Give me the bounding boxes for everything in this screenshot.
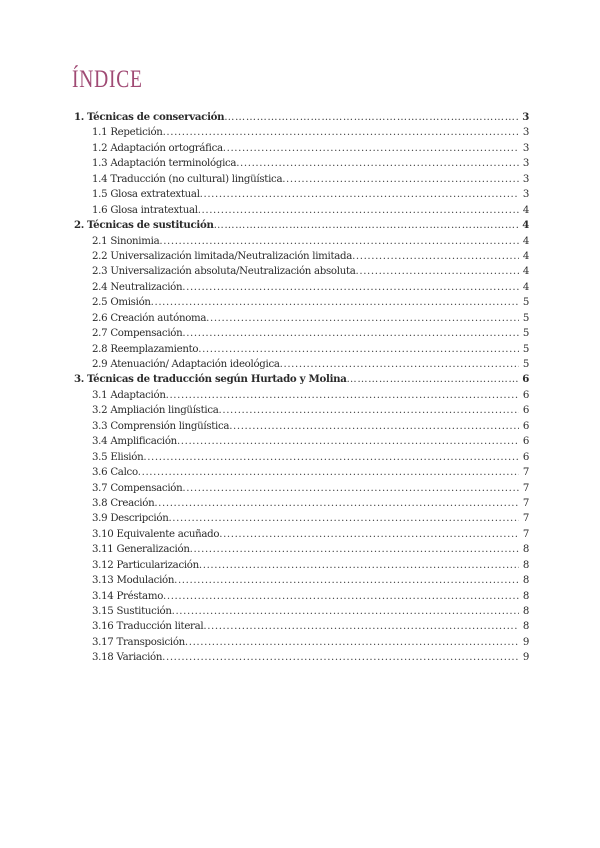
toc-subsection-entry[interactable] (0, 419, 600, 434)
toc-entry-label (92, 419, 229, 434)
dot-leader (347, 372, 519, 387)
toc-subsection-entry[interactable] (0, 650, 600, 665)
toc-page-number: 7 (522, 497, 529, 509)
dot-leader (182, 280, 519, 295)
toc-page-number: 4 (522, 266, 529, 278)
toc-entry-label (92, 357, 280, 372)
dot-leader (138, 465, 519, 480)
dot-leader (280, 357, 519, 372)
dot-leader (229, 419, 519, 434)
toc-entry-number: 2.1 (92, 235, 108, 247)
toc-entry-number: 3.8 (92, 497, 108, 509)
toc-page-number: 7 (522, 513, 529, 525)
toc-entry-text: Técnicas de conservación (87, 111, 225, 123)
toc-entry-label (92, 434, 177, 449)
toc-subsection-entry[interactable] (0, 203, 600, 218)
toc-page-number: 7 (522, 482, 529, 494)
dot-leader (182, 481, 519, 496)
dot-leader (198, 342, 519, 357)
toc-entry-text: Préstamo (116, 590, 164, 602)
dot-leader (198, 203, 519, 218)
toc-entry-number: 2.9 (92, 359, 108, 370)
toc-entry-label (92, 589, 163, 604)
dot-leader (190, 542, 519, 557)
table-of-contents (0, 110, 600, 666)
dot-leader (203, 619, 519, 634)
dot-leader (143, 450, 519, 465)
toc-entry-text: Calco (110, 467, 138, 479)
toc-subsection-entry[interactable] (0, 542, 600, 557)
toc-entry-text: Compensación (110, 482, 183, 494)
toc-page-number: 4 (522, 281, 529, 293)
toc-entry-text: Transposición (116, 636, 185, 648)
toc-entry-label (92, 527, 219, 542)
toc-section-heading[interactable] (0, 218, 600, 233)
dot-leader (219, 527, 519, 542)
toc-subsection-entry[interactable] (0, 249, 600, 264)
toc-entry-text: Repetición (110, 127, 163, 139)
toc-entry-label (92, 141, 223, 156)
toc-entry-text: Técnicas de sustitución (87, 219, 214, 232)
toc-entry-number: 1.1 (92, 127, 108, 139)
toc-entry-label (92, 635, 185, 650)
toc-entry-label (92, 573, 174, 588)
toc-entry-label (74, 218, 214, 233)
toc-subsection-entry[interactable] (0, 280, 600, 295)
toc-subsection-entry[interactable] (0, 141, 600, 156)
toc-page-number: 8 (522, 621, 529, 633)
toc-entry-label (92, 450, 143, 465)
toc-page-number: 5 (522, 343, 529, 355)
toc-page-number: 7 (522, 528, 529, 540)
toc-subsection-entry[interactable] (0, 187, 600, 202)
toc-entry-label (92, 619, 203, 634)
dot-leader (163, 125, 519, 140)
toc-entry-text: Ampliación lingüística (110, 405, 219, 417)
toc-entry-text: Traducción (no cultural) lingüística (110, 173, 283, 185)
toc-entry-number: 3.12 (92, 559, 114, 571)
toc-page-number: 6 (522, 389, 529, 401)
dot-leader (223, 141, 519, 156)
toc-entry-label (92, 249, 352, 264)
toc-entry-number: 2.3 (92, 266, 108, 278)
dot-leader (159, 234, 519, 249)
toc-entry-label (74, 110, 224, 125)
toc-entry-text: Elisión (110, 451, 144, 463)
dot-leader (162, 650, 519, 665)
toc-entry-number: 2.2 (92, 250, 108, 262)
toc-entry-text: Sustitución (116, 606, 172, 617)
toc-entry-text: Universalización limitada/Neutralización limitada (110, 250, 353, 262)
toc-page-number: 3 (522, 142, 529, 154)
toc-page-number: 9 (522, 652, 529, 664)
toc-entry-number: 3.2 (92, 405, 108, 417)
dot-leader (200, 187, 519, 202)
toc-entry-text: Amplificación (110, 436, 177, 448)
toc-entry-label (92, 388, 166, 403)
toc-section-heading[interactable] (0, 372, 600, 387)
toc-page-number: 4 (522, 235, 529, 247)
toc-subsection-entry[interactable] (0, 450, 600, 465)
toc-page-number: 3 (522, 189, 529, 201)
toc-page-number: 3 (522, 111, 529, 123)
toc-entry-label (92, 604, 172, 619)
toc-entry-number: 3.5 (92, 451, 108, 463)
toc-page-number: 3 (522, 158, 529, 170)
toc-entry-label (92, 511, 168, 526)
toc-entry-number: 3.7 (92, 482, 108, 494)
toc-entry-label (92, 465, 138, 480)
toc-entry-text: Traducción literal (116, 621, 204, 633)
dot-leader (352, 249, 519, 264)
dot-leader (182, 326, 519, 341)
toc-entry-text: Compensación (110, 328, 183, 340)
dot-leader (224, 110, 519, 125)
toc-entry-text: Atenuación/ Adaptación ideológica (110, 359, 280, 370)
toc-subsection-entry[interactable] (0, 604, 600, 619)
toc-subsection-entry[interactable] (0, 573, 600, 588)
toc-entry-label (92, 403, 219, 418)
toc-entry-number: 2.7 (92, 328, 108, 340)
toc-entry-number: 1.4 (92, 173, 108, 185)
dot-leader (166, 388, 519, 403)
dot-leader (151, 295, 519, 310)
toc-entry-label (92, 187, 200, 202)
toc-entry-text: Particularización (116, 559, 199, 571)
toc-subsection-entry[interactable] (0, 635, 600, 650)
toc-entry-number: 2.6 (92, 312, 108, 324)
toc-subsection-entry[interactable] (0, 357, 600, 372)
toc-entry-number: 3.15 (92, 606, 114, 617)
toc-page-number: 8 (522, 559, 529, 571)
dot-leader (356, 264, 519, 279)
toc-page-number: 8 (522, 575, 529, 587)
toc-entry-label (92, 156, 236, 171)
toc-entry-text: Universalización absoluta/Neutralización absoluta (110, 266, 356, 278)
toc-subsection-entry[interactable] (0, 619, 600, 634)
toc-entry-label (92, 234, 159, 249)
toc-entry-text: Creación autónoma (110, 312, 207, 324)
dot-leader (199, 558, 519, 573)
toc-entry-text: Comprensión lingüística (110, 420, 230, 432)
toc-entry-number: 1.3 (92, 158, 108, 170)
toc-page-number: 7 (522, 467, 529, 479)
toc-page-number: 6 (522, 451, 529, 463)
toc-entry-label (92, 172, 282, 187)
toc-entry-text: Glosa intratextual (110, 204, 198, 216)
toc-entry-number: 3.11 (92, 544, 114, 556)
toc-subsection-entry[interactable] (0, 527, 600, 542)
dot-leader (177, 434, 519, 449)
toc-subsection-entry[interactable] (0, 326, 600, 341)
dot-leader (214, 218, 519, 233)
toc-entry-text: Equivalente acuñado (116, 528, 220, 540)
toc-entry-text: Adaptación terminológica (110, 158, 237, 170)
toc-entry-label (74, 372, 347, 387)
toc-entry-label (92, 650, 162, 665)
toc-subsection-entry[interactable] (0, 511, 600, 526)
toc-entry-number: 3.17 (92, 636, 114, 648)
dot-leader (172, 604, 519, 619)
toc-subsection-entry[interactable] (0, 234, 600, 249)
toc-entry-text: Adaptación (110, 389, 166, 401)
toc-entry-text: Neutralización (110, 281, 183, 293)
toc-entry-number: 3.18 (92, 652, 114, 664)
toc-entry-text: Creación (110, 497, 155, 509)
toc-page-number: 4 (522, 219, 529, 232)
dot-leader (219, 403, 519, 418)
toc-entry-number: 1.2 (92, 142, 108, 154)
toc-entry-text: Glosa extratextual (110, 189, 200, 201)
toc-entry-label (92, 264, 356, 279)
dot-leader (282, 172, 519, 187)
toc-page-number: 5 (522, 328, 529, 340)
toc-entry-label (92, 125, 163, 140)
toc-page-number: 5 (522, 297, 529, 309)
toc-entry-number: 3. (74, 373, 85, 386)
toc-entry-label (92, 542, 190, 557)
toc-subsection-entry[interactable] (0, 125, 600, 140)
toc-entry-text: Descripción (110, 513, 169, 525)
dot-leader (163, 589, 519, 604)
toc-page-number: 9 (522, 636, 529, 648)
toc-entry-number: 3.6 (92, 467, 108, 479)
toc-page-number: 5 (522, 312, 529, 324)
toc-entry-text: Variación (116, 652, 163, 664)
toc-entry-number: 3.3 (92, 420, 108, 432)
toc-entry-text: Modulación (116, 575, 175, 587)
toc-entry-text: Técnicas de traducción según Hurtado y Molina (87, 373, 347, 386)
toc-entry-text: Sinonimia (110, 235, 160, 247)
toc-subsection-entry[interactable] (0, 264, 600, 279)
toc-page-number: 4 (522, 204, 529, 216)
page-title: ÍNDICE (72, 66, 143, 93)
toc-subsection-entry[interactable] (0, 589, 600, 604)
toc-section-heading[interactable] (0, 110, 600, 125)
toc-page-number: 6 (522, 405, 529, 417)
toc-subsection-entry[interactable] (0, 311, 600, 326)
toc-page-number: 3 (522, 127, 529, 139)
toc-page-number: 5 (522, 359, 529, 370)
toc-entry-number: 2.5 (92, 297, 108, 309)
toc-page-number: 6 (522, 373, 529, 386)
toc-page-number: 6 (522, 436, 529, 448)
dot-leader (168, 511, 519, 526)
toc-subsection-entry[interactable] (0, 156, 600, 171)
toc-entry-text: Adaptación ortográfica (110, 142, 223, 154)
toc-entry-label (92, 203, 198, 218)
toc-page-number: 6 (522, 420, 529, 432)
toc-entry-number: 1.6 (92, 204, 108, 216)
dot-leader (206, 311, 519, 326)
toc-entry-number: 2.4 (92, 281, 108, 293)
toc-subsection-entry[interactable] (0, 342, 600, 357)
toc-entry-number: 2.8 (92, 343, 108, 355)
toc-subsection-entry[interactable] (0, 295, 600, 310)
dot-leader (174, 573, 519, 588)
toc-entry-label (92, 311, 206, 326)
toc-entry-number: 2. (74, 219, 85, 232)
toc-entry-label (92, 326, 182, 341)
toc-entry-text: Omisión (110, 297, 151, 309)
toc-entry-number: 3.4 (92, 436, 108, 448)
dot-leader (236, 156, 519, 171)
toc-subsection-entry[interactable] (0, 496, 600, 511)
toc-subsection-entry[interactable] (0, 172, 600, 187)
dot-leader (154, 496, 519, 511)
toc-subsection-entry[interactable] (0, 481, 600, 496)
toc-entry-number: 3.1 (92, 389, 108, 401)
toc-subsection-entry[interactable] (0, 388, 600, 403)
toc-entry-label (92, 558, 199, 573)
toc-entry-label (92, 481, 182, 496)
toc-page-number: 8 (522, 606, 529, 617)
toc-entry-number: 3.10 (92, 528, 114, 540)
toc-entry-number: 1. (74, 111, 85, 123)
toc-subsection-entry[interactable] (0, 434, 600, 449)
toc-entry-label (92, 295, 151, 310)
toc-subsection-entry[interactable] (0, 558, 600, 573)
toc-entry-label (92, 280, 182, 295)
toc-entry-text: Reemplazamiento (110, 343, 199, 355)
toc-entry-number: 3.13 (92, 575, 114, 587)
toc-entry-number: 3.14 (92, 590, 114, 602)
toc-entry-label (92, 342, 198, 357)
dot-leader (185, 635, 519, 650)
toc-subsection-entry[interactable] (0, 403, 600, 418)
toc-entry-number: 1.5 (92, 189, 108, 201)
toc-page-number: 8 (522, 544, 529, 556)
toc-entry-text: Generalización (116, 544, 190, 556)
toc-page-number: 8 (522, 590, 529, 602)
toc-entry-number: 3.9 (92, 513, 108, 525)
toc-page-number: 4 (522, 250, 529, 262)
toc-entry-number: 3.16 (92, 621, 114, 633)
toc-entry-label (92, 496, 154, 511)
toc-subsection-entry[interactable] (0, 465, 600, 480)
toc-page-number: 3 (522, 173, 529, 185)
